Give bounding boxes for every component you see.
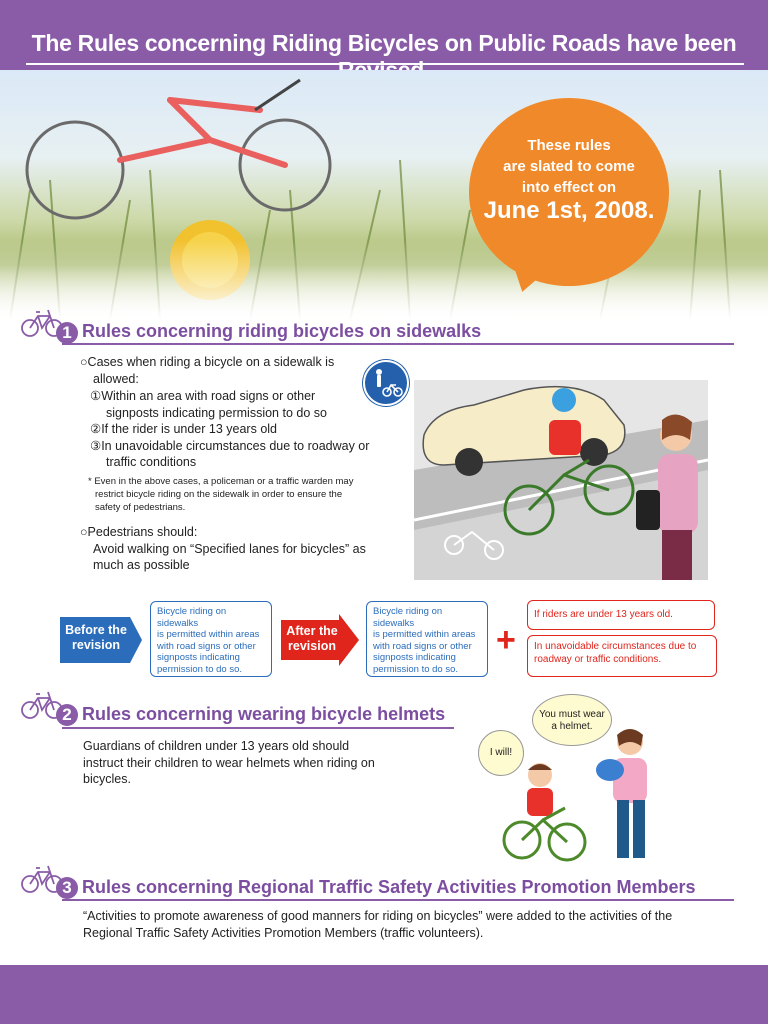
helmet-text: [83, 738, 423, 788]
text-line: permission to do so.: [373, 663, 459, 675]
text-line: Avoid walking on “Specified lanes for bicycles” as: [93, 541, 366, 556]
sidewalk-note: [88, 475, 388, 514]
section-number-badge: 1: [56, 322, 78, 344]
text-line: You must wear: [539, 709, 605, 720]
text-line: traffic conditions: [106, 455, 197, 469]
section-heading: Rules concerning wearing bicycle helmets: [82, 704, 446, 724]
text-line: * Even in the above cases, a policeman or a traffic warden may: [88, 476, 354, 487]
callout-date: June 1st, 2008.: [483, 197, 655, 224]
section-rule: [62, 343, 734, 345]
page-title: The Rules concerning Riding Bicycles on Public Roads have been: [31, 30, 737, 56]
plus-sign: +: [496, 621, 516, 659]
text-line: Bicycle riding on sidewalks: [157, 606, 227, 629]
text-line: revision: [72, 638, 120, 652]
pedestrian-bicycle-sign-icon: [363, 360, 409, 406]
header-rule: [26, 63, 744, 65]
text-line: permission to do so.: [157, 663, 243, 675]
section-rule: [62, 899, 734, 901]
text-line: Before the: [65, 623, 127, 637]
text-line: bicycles.: [83, 772, 131, 786]
text-line: Regional Traffic Safety Activities Promotion Members (traffic volunteers).: [83, 925, 484, 940]
text-line: is permitted within areas: [373, 629, 476, 640]
text-line: ③In unavoidable circumstances due to roadway or: [90, 438, 370, 453]
sidewalk-illustration: [414, 380, 708, 580]
text-line: After the: [286, 624, 338, 638]
footer-band: [0, 965, 768, 1024]
pedestrian-text: [80, 524, 400, 574]
addition-under-13-box: [527, 600, 715, 630]
text-line: In unavoidable circumstances due to: [534, 641, 697, 652]
hero-fade: [0, 240, 768, 320]
text-line: ○Cases when riding a bicycle on a sidewalk is: [80, 355, 335, 369]
callout-line-1: These rules: [527, 137, 611, 154]
before-revision-label: [60, 623, 132, 653]
text-line: Guardians of children under 13 years old should: [83, 739, 350, 753]
section-heading: Rules concerning Regional Traffic Safety Activities Promotion Members: [82, 877, 696, 897]
bicycle-icon: [27, 120, 330, 218]
effective-date-callout: [469, 98, 669, 286]
text-line: revision: [288, 639, 336, 653]
text-line: ②If the rider is under 13 years old: [90, 422, 277, 436]
helmet-illustration: [495, 720, 670, 870]
text-line: with road signs or other: [157, 640, 256, 652]
text-line: roadway or traffic conditions.: [534, 653, 662, 665]
text-line: signposts indicating permission to do so: [106, 405, 327, 420]
text-line: If riders are under 13 years old.: [534, 609, 673, 620]
section-number-badge: 2: [56, 704, 78, 726]
section-number-badge: 3: [56, 877, 78, 899]
text-line: ○Pedestrians should:: [80, 525, 198, 539]
speech-bubble-child: I will!: [478, 730, 524, 776]
text-line: “Activities to promote awareness of good manners for riding on bicycles” were added to the activities of the: [83, 909, 673, 923]
text-line: safety of pedestrians.: [95, 502, 186, 513]
volunteer-text: [83, 908, 753, 941]
text-line: allowed:: [93, 371, 139, 386]
section-heading: Rules concerning riding bicycles on sidewalks: [82, 321, 482, 341]
addition-unavoidable-box: [527, 635, 717, 677]
text-line: restrict bicycle riding on the sidewalk in order to ensure the: [95, 489, 343, 500]
callout-line-3: into effect on: [521, 179, 617, 196]
text-line: instruct their children to wear helmets when riding on: [83, 755, 375, 770]
before-revision-box: [150, 601, 272, 677]
text-line: signposts indicating: [373, 652, 456, 663]
section-rule: [62, 727, 454, 729]
text-line: with road signs or other: [373, 640, 472, 652]
after-revision-box: [366, 601, 488, 677]
text-line: Bicycle riding on sidewalks: [373, 606, 443, 629]
text-line: is permitted within areas: [157, 629, 260, 640]
text-line: a helmet.: [551, 721, 593, 732]
callout-line-2: are slated to come: [503, 158, 635, 175]
text-line: signposts indicating: [157, 652, 240, 663]
text-line: much as possible: [93, 558, 190, 572]
after-revision-label: [281, 624, 343, 654]
text-line: ①Within an area with road signs or other: [90, 389, 316, 403]
sidewalk-cases-text: [80, 354, 380, 471]
